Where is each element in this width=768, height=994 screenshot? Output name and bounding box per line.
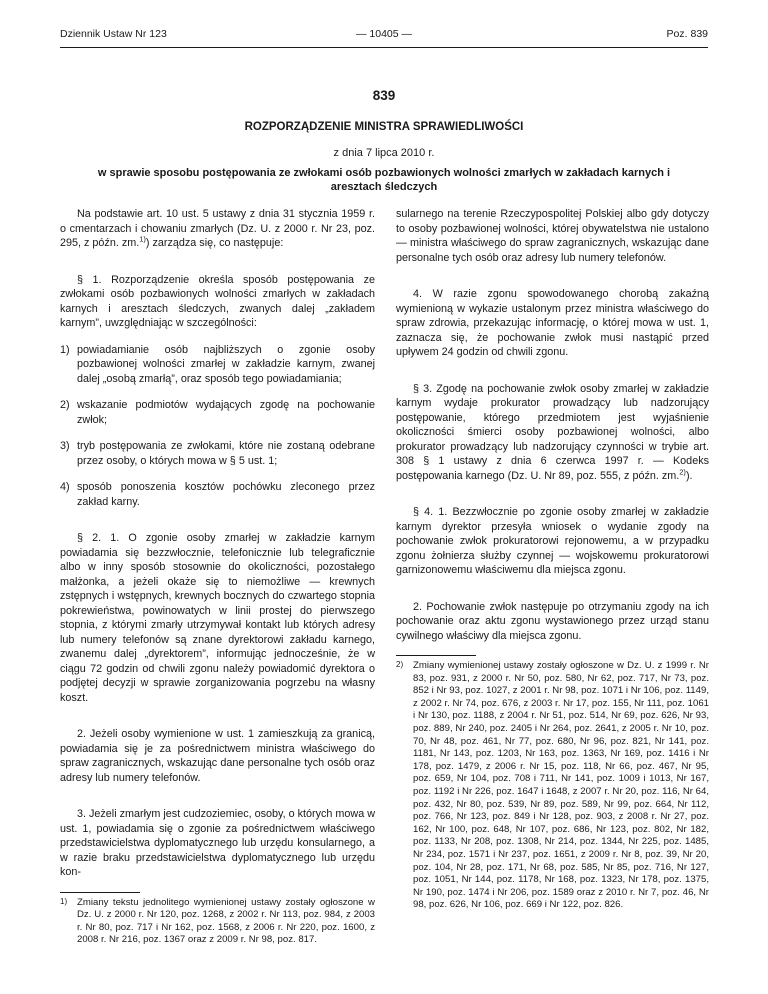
preamble xyxy=(60,207,375,251)
act-number: 839 xyxy=(372,88,396,103)
journal-name: Dziennik Ustaw Nr 123 xyxy=(60,28,167,40)
list-item xyxy=(60,439,375,468)
header-divider xyxy=(60,47,708,48)
right-column xyxy=(396,207,709,912)
list-item xyxy=(60,343,375,387)
list-item-number: 4) xyxy=(60,481,70,493)
list-item-text: wskazanie podmiotów wydających zgodę na pochowanie zwłok; xyxy=(77,399,375,426)
left-column xyxy=(60,207,375,947)
footnote-2 xyxy=(396,660,709,912)
preamble-text-a: Na podstawie art. 10 ust. 5 ustawy z dnia 31 stycznia 1959 r. o cmentarzach i chowaniu zmarłych (Dz. U. z 2000 r. Nr 23, poz. 295, z późn. zm. xyxy=(60,208,375,249)
section-2-para-4: 4. W razie zgonu spowodowanego chorobą zakaźną wymienioną w wykazie ustalonym przez ministra właściwego do spraw zdrowia, przekazując informację, o której mowa w ust. 1, zaznacza się, że pochowanie zwłok musi nastąpić przed upływem 24 godzin od chwili zgonu. xyxy=(396,288,709,358)
act-date: z dnia 7 lipca 2010 r. xyxy=(333,147,435,159)
page-number: — 10405 — xyxy=(355,28,413,40)
footnote-1 xyxy=(60,897,375,947)
section-2-para-1: § 2. 1. O zgonie osoby zmarłej w zakładzie karnym powiadamia się bezzwłocznie, telefonicznie lub telegraficznie albo w inny sposób stosownie do okoliczności, pozostałego małżonka, a jeżeli okaże się to niemożliwe — krewnych zstępnych i wstępnych, krewnych bocznych do czwartego stopnia pokrewieństwa, powinowatych w linii prostej do pierwszego stopnia, z którymi zmarły utrzymywał kontakt lub których adresy lub numery telefonów są znane dyrektorowi zakładu karnego, zwanemu dalej „dyrektorem”, informując jednocześnie, że w ciągu 72 godzin od chwili zgonu należy powiadomić dyrektora o podjętej decyzji w sprawie zorganizowania pogrzebu na własny koszt. xyxy=(60,532,375,704)
list-item-number: 3) xyxy=(60,440,70,452)
section-3-text-b: ). xyxy=(685,469,693,482)
list-item-text: powiadamianie osób najbliższych o zgonie osoby pozbawionej wolności zmarłej w zakładzie karnym, zwanej dalej „osobą zmarłą”, oraz sposób tego powiadamiania; xyxy=(77,343,375,385)
act-subject: w sprawie sposobu postępowania ze zwłokami osób pozbawionych wolności zmarłych w zakładach karnych i aresztach śledczych xyxy=(97,167,671,193)
list-item-number: 2) xyxy=(60,399,70,411)
section-2-para-3-continued: sularnego na terenie Rzeczypospolitej Polskiej albo gdy dotyczy to osoby pozbawionej wolności, której obywatelstwa nie ustalono — ministra właściwego do spraw zagranicznych, wskazując dane personalne tych osób oraz adresy lub numery telefonów. xyxy=(396,208,709,264)
list-item xyxy=(60,398,375,427)
section-2-para-3: 3. Jeżeli zmarłym jest cudzoziemiec, osoby, o których mowa w ust. 1, powiadamia się o zgonie za pośrednictwem właściwego przedstawicielstwa dyplomatycznego lub urzędu konsularnego, a w razie braku przedstawicielstwa dyplomatycznego lub urzędu kon- xyxy=(60,808,376,878)
list-item-text: tryb postępowania ze zwłokami, które nie zostaną odebrane przez osoby, o których mowa w § 5 ust. 1; xyxy=(77,440,375,467)
footnote-divider xyxy=(396,655,476,656)
section-3-text-a: § 3. Zgodę na pochowanie zwłok osoby zmarłej w zakładzie karnym wydaje prokurator prowadzący lub nadzorujący postępowanie, którego przedmiotem jest wyjaśnienie okoliczności śmierci osoby pozbawionej wolności, albo prokurator prowadzący lub nadzorujący czynności w trybie art. 308 § 1 ustawy z dnia 6 czerwca 1997 r. — Kodeks postępowania karnego (Dz. U. Nr 89, poz. 555, z późn. zm. xyxy=(396,382,709,482)
footnote-1-mark: 1) xyxy=(60,896,68,906)
footnote-2-text: Zmiany wymienionej ustawy zostały ogłoszone w Dz. U. z 1999 r. Nr 83, poz. 931, z 2000 r. Nr 50, poz. 580, Nr 62, poz. 717, Nr 73, poz. 852 i Nr 93, poz. 1027, z 2001 r. Nr 98, poz. 1071 i Nr 106, poz. 1149, z 2002 r. Nr 74, poz. 676, z 2003 r. Nr 17, poz. 155, Nr 111, poz. 1061 i Nr 130, poz. 1188, z 2004 r. Nr 51, poz. 514, Nr 69, poz. 626, Nr 93, poz. 889, Nr 240, poz. 2405 i Nr 264, poz. 2641, z 2005 r. Nr 10, poz. 70, Nr 48, poz. 461, Nr 77, poz. 680, Nr 96, poz. 821, Nr 141, poz. 1181, Nr 143, poz. 1203, Nr 163, poz. 1363, Nr 169, poz. 1416 i Nr 178, poz. 1479, z 2006 r. Nr 15, poz. 118, Nr 66, poz. 467, Nr 95, poz. 659, Nr 104, poz. 708 i 711, Nr 141, poz. 1009 i 1013, Nr 167, poz. 1192 i Nr 226, poz. 1647 i 1648, z 2007 r. Nr 20, poz. 116, Nr 64, poz. 432, Nr 80, poz. 539, Nr 89, poz. 589, Nr 99, poz. 664, Nr 112, poz. 766, Nr 123, poz. 849 i Nr 128, poz. 903, z 2008 r. Nr 27, poz. 162, Nr 100, poz. 648, Nr 107, poz. 686, Nr 123, poz. 802, Nr 182, poz. 1133, Nr 208, poz. 1308, Nr 214, poz. 1344, Nr 225, poz. 1485, Nr 234, poz. 1571 i Nr 237, poz. 1651, z 2009 r. Nr 8, poz. 39, Nr 20, poz. 104, Nr 28, poz. 171, Nr 68, poz. 585, Nr 85, poz. 716, Nr 127, poz. 1051, Nr 144, poz. 1178, Nr 168, poz. 1323, Nr 178, poz. 1375, Nr 190, poz. 1474 i Nr 206, poz. 1589 oraz z 2010 r. Nr 7, poz. 46, Nr 98, poz. 626, Nr 106, poz. 669 i Nr 122, poz. 826. xyxy=(413,660,709,911)
section-2-para-2: 2. Jeżeli osoby wymienione w ust. 1 zamieszkują za granicą, powiadamia się je za pośrednictwem ministra właściwego do spraw zagranicznych, wskazując dane personalne tych osób oraz adresy lub numery telefonów. xyxy=(60,728,375,784)
preamble-text-b: ) zarządza się, co następuje: xyxy=(145,237,284,249)
section-4-para-1: § 4. 1. Bezzwłocznie po zgonie osoby zmarłej w zakładzie karnym dyrektor przesyła wniosek o wydanie zgody na pochowanie zwłok prokuratorowi rejonowemu, a w przypadku zgonu żołnierza służby czynnej — wojskowemu prokuratorowi garnizonowemu właściwemu dla miejsca zgonu. xyxy=(396,506,709,576)
list-item-text: sposób ponoszenia kosztów pochówku zleconego przez zakład karny. xyxy=(77,481,375,508)
footnote-ref-1: 1) xyxy=(139,234,146,244)
position-number: Poz. 839 xyxy=(666,28,708,40)
list-item xyxy=(60,480,375,509)
list-item-number: 1) xyxy=(60,343,70,356)
footnote-divider xyxy=(60,892,140,893)
section-4-para-2: 2. Pochowanie zwłok następuje po otrzymaniu zgody na ich pochowanie oraz aktu zgonu wystawionego przez urząd stanu cywilnego właściwy dla miejsca zgonu. xyxy=(396,600,709,642)
footnote-1-text: Zmiany tekstu jednolitego wymienionej ustawy zostały ogłoszone w Dz. U. z 2000 r. Nr 120, poz. 1268, z 2002 r. Nr 113, poz. 984, z 2003 r. Nr 80, poz. 717 i Nr 162, poz. 1568, z 2006 r. Nr 220, poz. 1600, z 2008 r. Nr 216, poz. 1367 oraz z 2009 r. Nr 98, poz. 817. xyxy=(77,896,375,946)
section-3 xyxy=(396,382,709,484)
footnote-2-mark: 2) xyxy=(396,660,404,669)
footnote-ref-2: 2) xyxy=(679,466,686,476)
act-title: ROZPORZĄDZENIE MINISTRA SPRAWIEDLIWOŚCI xyxy=(244,121,524,133)
section-1-intro: § 1. Rozporządzenie określa sposób postępowania ze zwłokami osób pozbawionych wolności zmarłych w zakładach karnych i aresztach śledczych, zwanych dalej „zakładem karnym”, uwzględniając w szczególności: xyxy=(60,273,375,329)
